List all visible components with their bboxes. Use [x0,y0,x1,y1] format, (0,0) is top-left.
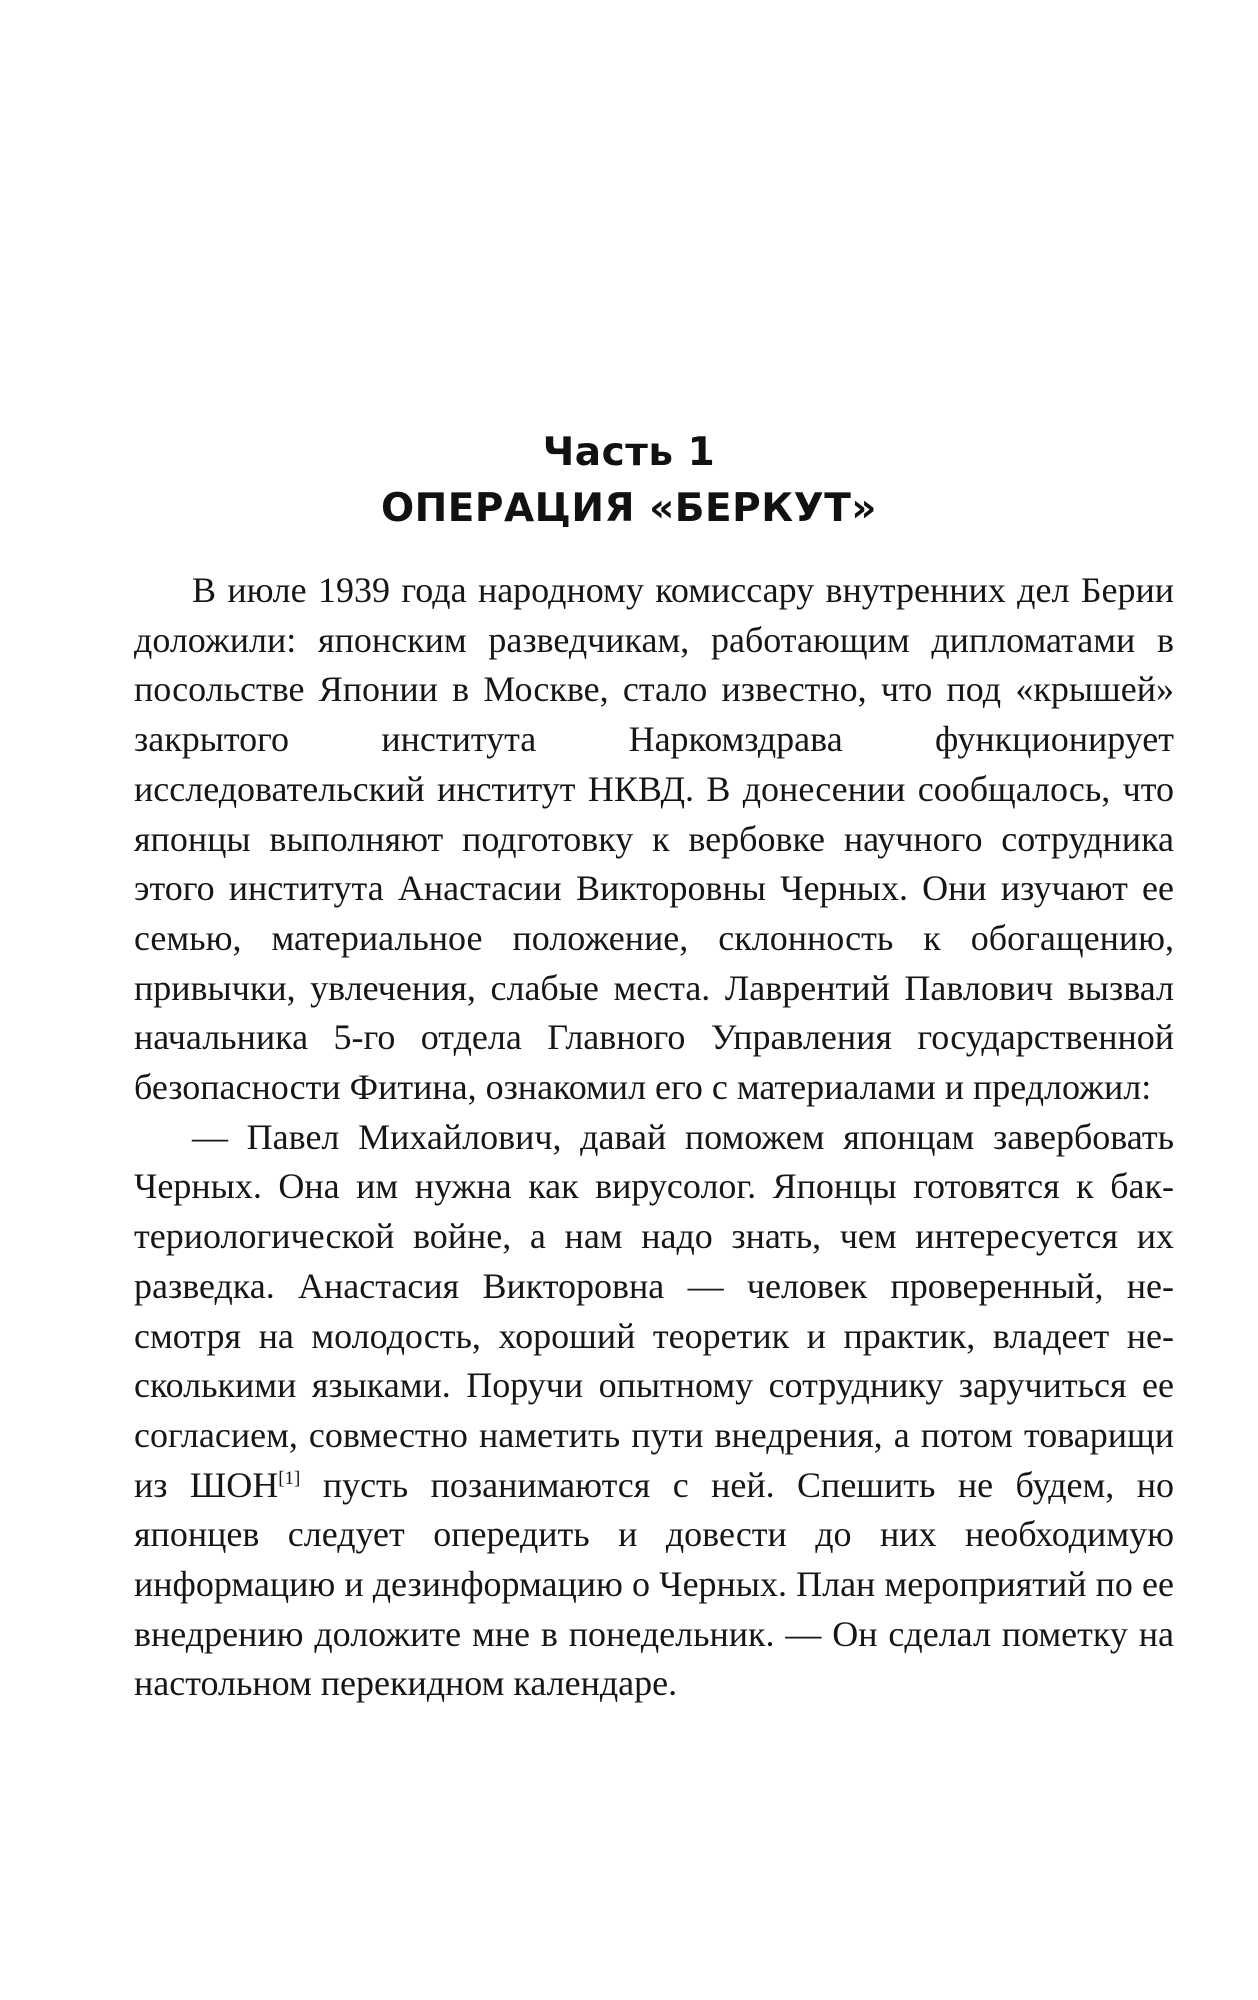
paragraph-2 [134,1113,1174,1709]
paragraph-2-before: — Павел Михайлович, давай поможем японцам завербовать Черных. Она им нужна как вирусолог. Японцы готовятся к бактериологической войне, а нам надо знать, чем интересуется их разведка. Анастасия Викторовна — человек проверенный, несмотря на молодость, хороший теоретик и практик, владеет несколькими языками. Поручи опытному сотруднику заручиться ее согласием, совместно наметить пути внедрения, а потом товарищи из ШОН [134,1116,1174,1505]
body-text [134,566,1174,1709]
part-title: Часть 1 [542,430,716,475]
paragraph-2-after: пусть позанимаются с ней. Спешить не будем, но японцев следует опередить и довести до них необходимую информацию и дезинформацию о Черных. План мероприятий по ее внедрению доложите мне в понедельник. — Он сделал пометку на настольном перекидном календаре. [134,1464,1174,1704]
chapter-title: ОПЕРАЦИЯ «БЕРКУТ» [380,486,878,531]
paragraph-1: В июле 1939 года народному комиссару внутренних дел Берии доложили: японским разведчикам, работающим дипломатами в посольстве Японии в Москве, стало известно, что под «крышей» закрытого института Наркомздрава функционирует исследовательский институт НКВД. В донесении сообщалось, что японцы выполняют подготовку к вербовке научного сотрудника этого института Анастасии Викторовны Черных. Они изучают ее семью, материальное положение, склонность к обогащению, привычки, увлечения, слабые места. Лаврентий Павлович вызвал начальника 5-го отдела Главного Управления государственной безопасности Фитина, ознакомил его с материалами и предложил: [134,570,1174,1108]
footnote-reference[interactable]: [1] [278,1467,301,1489]
